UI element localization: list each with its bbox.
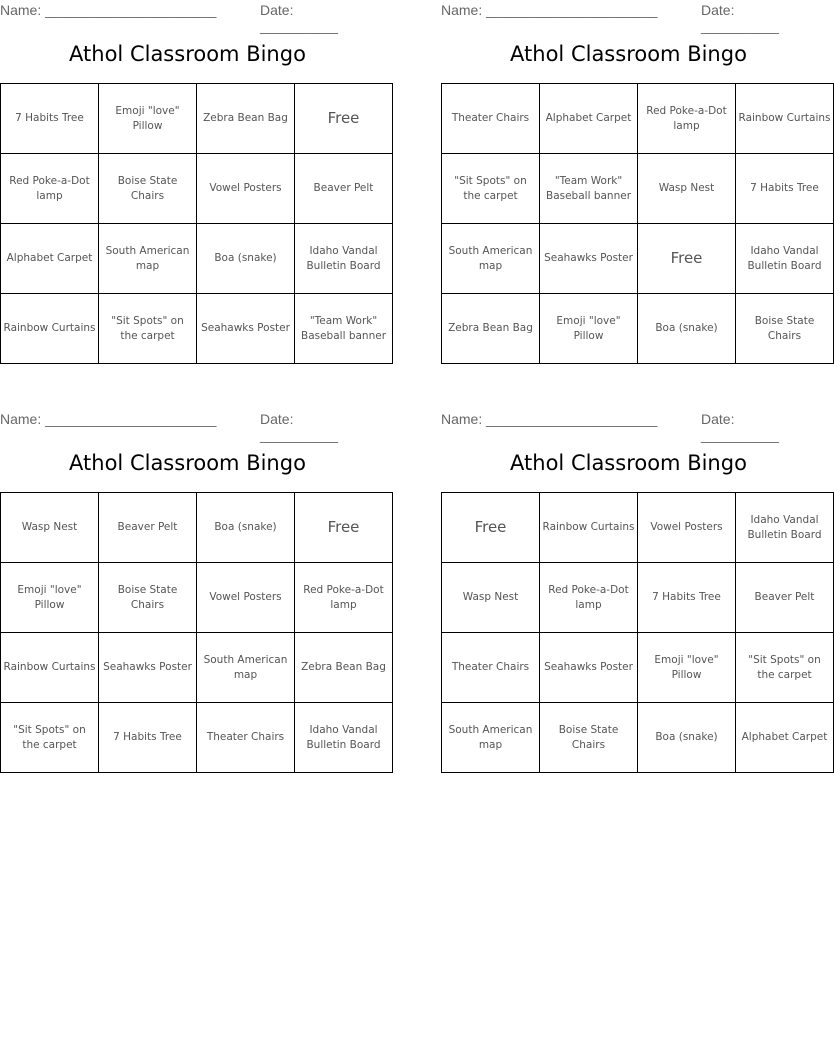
name-field-label: Name: ______________________ <box>441 2 658 18</box>
name-field-label: Name: ______________________ <box>0 2 217 18</box>
bingo-cell: Idaho Vandal Bulletin Board <box>736 224 834 294</box>
bingo-cell: Idaho Vandal Bulletin Board <box>295 224 393 294</box>
bingo-cell: Boise State Chairs <box>540 703 638 773</box>
bingo-cell: Emoji "love" Pillow <box>1 563 99 633</box>
bingo-cell: Wasp Nest <box>1 493 99 563</box>
bingo-cell: Rainbow Curtains <box>1 633 99 703</box>
bingo-cell: Vowel Posters <box>197 154 295 224</box>
free-cell: Free <box>638 224 736 294</box>
bingo-cell: 7 Habits Tree <box>736 154 834 224</box>
bingo-cell: "Sit Spots" on the carpet <box>736 633 834 703</box>
bingo-cell: Zebra Bean Bag <box>197 84 295 154</box>
date-field-label: Date: __________ <box>260 2 338 34</box>
bingo-cell: South American map <box>99 224 197 294</box>
bingo-cell: 7 Habits Tree <box>1 84 99 154</box>
bingo-cell: Boise State Chairs <box>99 154 197 224</box>
bingo-card-3 <box>0 409 386 751</box>
bingo-cell: 7 Habits Tree <box>638 563 736 633</box>
card-title: Athol Classroom Bingo <box>69 451 306 475</box>
free-cell: Free <box>295 84 393 154</box>
bingo-cell: Seahawks Poster <box>197 294 295 364</box>
card-title: Athol Classroom Bingo <box>510 451 747 475</box>
bingo-cell: Emoji "love" Pillow <box>99 84 197 154</box>
free-cell: Free <box>442 493 540 563</box>
card-header <box>441 409 816 443</box>
bingo-cell: Boa (snake) <box>197 224 295 294</box>
date-field-label: Date: __________ <box>701 411 779 443</box>
bingo-cell: Boa (snake) <box>197 493 295 563</box>
bingo-cell: Boa (snake) <box>638 294 736 364</box>
name-field-label: Name: ______________________ <box>441 411 658 427</box>
bingo-cell: Theater Chairs <box>197 703 295 773</box>
bingo-card-2 <box>441 0 831 342</box>
bingo-cell: Beaver Pelt <box>99 493 197 563</box>
bingo-cell: Seahawks Poster <box>540 224 638 294</box>
bingo-cell: Boa (snake) <box>638 703 736 773</box>
bingo-cell: Boise State Chairs <box>99 563 197 633</box>
bingo-cell: "Team Work" Baseball banner <box>540 154 638 224</box>
bingo-cell: Red Poke-a-Dot lamp <box>638 84 736 154</box>
bingo-cell: South American map <box>442 224 540 294</box>
free-cell: Free <box>295 493 393 563</box>
bingo-cell: Theater Chairs <box>442 633 540 703</box>
bingo-cell: Wasp Nest <box>638 154 736 224</box>
bingo-cell: Red Poke-a-Dot lamp <box>295 563 393 633</box>
card-header <box>0 0 375 34</box>
bingo-cell: Alphabet Carpet <box>736 703 834 773</box>
bingo-cell: Theater Chairs <box>442 84 540 154</box>
bingo-cell: Beaver Pelt <box>736 563 834 633</box>
bingo-grid <box>441 492 834 773</box>
bingo-cell: Wasp Nest <box>442 563 540 633</box>
bingo-cell: Rainbow Curtains <box>540 493 638 563</box>
bingo-cell: Vowel Posters <box>197 563 295 633</box>
bingo-cell: Emoji "love" Pillow <box>540 294 638 364</box>
bingo-cell: Beaver Pelt <box>295 154 393 224</box>
bingo-cell: Emoji "love" Pillow <box>638 633 736 703</box>
bingo-card-4 <box>441 409 828 751</box>
bingo-cell: Seahawks Poster <box>99 633 197 703</box>
bingo-grid <box>0 492 393 773</box>
bingo-cell: Red Poke-a-Dot lamp <box>540 563 638 633</box>
bingo-cell: South American map <box>442 703 540 773</box>
bingo-cell: Vowel Posters <box>638 493 736 563</box>
bingo-cell: Alphabet Carpet <box>540 84 638 154</box>
bingo-cell: Zebra Bean Bag <box>295 633 393 703</box>
bingo-card-1 <box>0 0 387 342</box>
bingo-cell: Boise State Chairs <box>736 294 834 364</box>
bingo-cell: Red Poke-a-Dot lamp <box>1 154 99 224</box>
card-title: Athol Classroom Bingo <box>510 42 747 66</box>
bingo-cell: "Sit Spots" on the carpet <box>442 154 540 224</box>
name-field-label: Name: ______________________ <box>0 411 217 427</box>
bingo-cell: "Sit Spots" on the carpet <box>1 703 99 773</box>
card-title: Athol Classroom Bingo <box>69 42 306 66</box>
bingo-cell: "Sit Spots" on the carpet <box>99 294 197 364</box>
bingo-cell: Idaho Vandal Bulletin Board <box>295 703 393 773</box>
bingo-grid <box>0 83 393 364</box>
bingo-cell: 7 Habits Tree <box>99 703 197 773</box>
bingo-cell: Rainbow Curtains <box>736 84 834 154</box>
bingo-cell: Seahawks Poster <box>540 633 638 703</box>
bingo-cell: "Team Work" Baseball banner <box>295 294 393 364</box>
bingo-cell: Alphabet Carpet <box>1 224 99 294</box>
card-header <box>0 409 375 443</box>
bingo-cell: South American map <box>197 633 295 703</box>
bingo-cell: Rainbow Curtains <box>1 294 99 364</box>
bingo-cell: Zebra Bean Bag <box>442 294 540 364</box>
date-field-label: Date: __________ <box>260 411 338 443</box>
bingo-cell: Idaho Vandal Bulletin Board <box>736 493 834 563</box>
bingo-grid <box>441 83 834 364</box>
date-field-label: Date: __________ <box>701 2 779 34</box>
card-header <box>441 0 816 34</box>
